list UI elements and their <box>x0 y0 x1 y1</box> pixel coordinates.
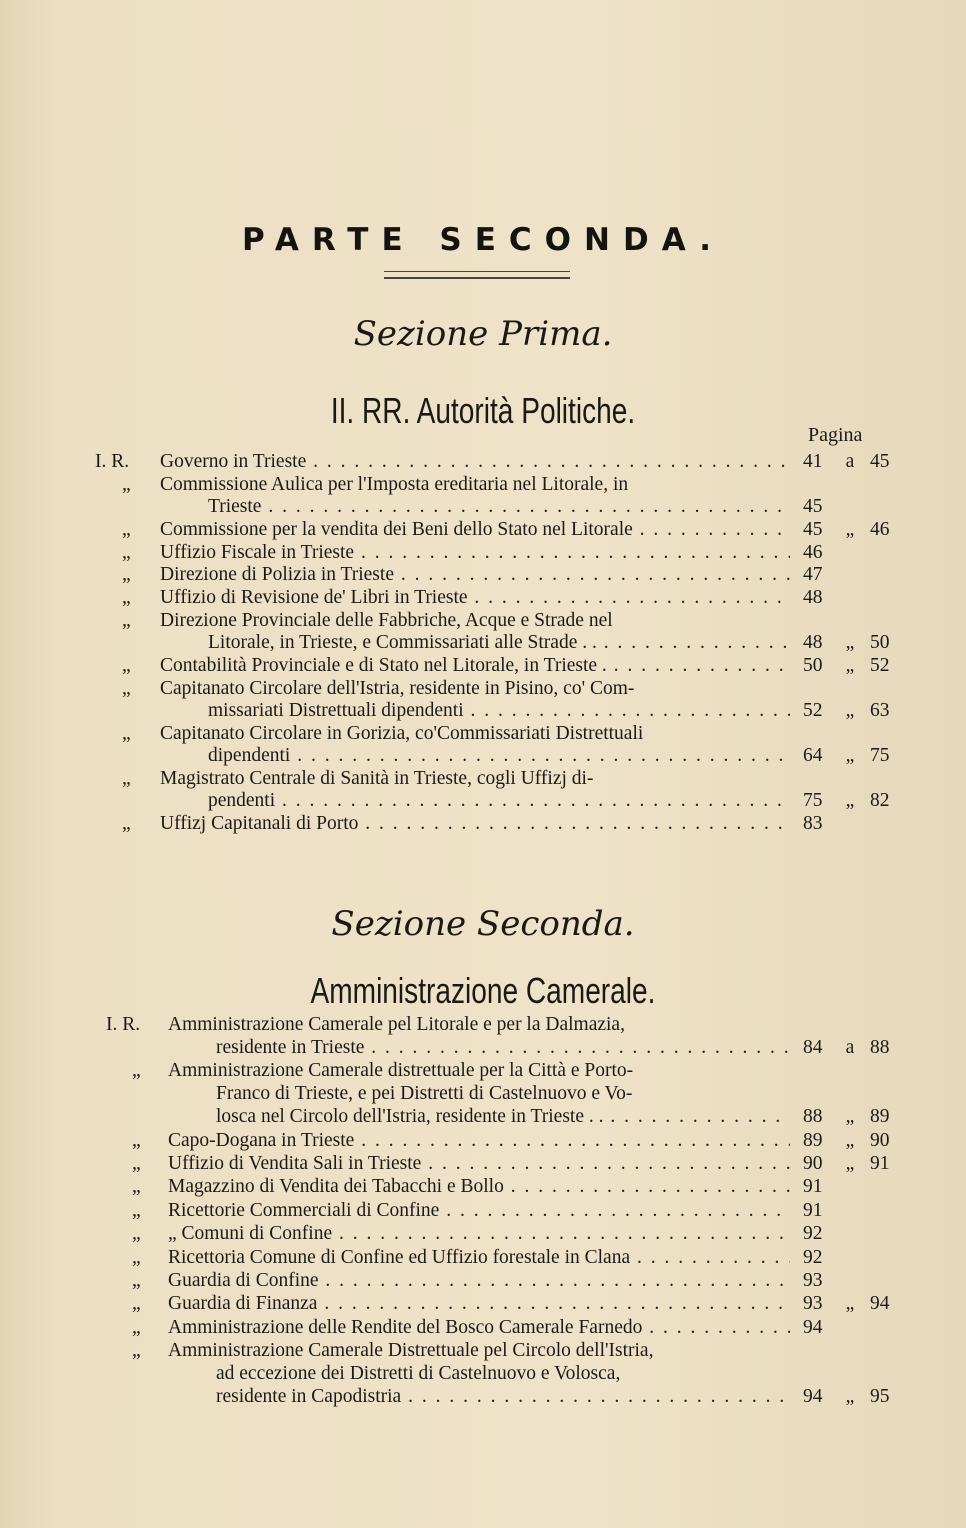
entry-title: Uffizj Capitanali di Porto . . . <box>160 813 790 835</box>
section2-title: Sezione Seconda. <box>331 904 635 944</box>
page-start: 64 <box>803 745 823 766</box>
entry-prefix: „ <box>122 518 131 540</box>
page-end: 95 <box>870 1385 890 1407</box>
entry-title: Uffizio di Revisione de' Libri in Trieste . . . <box>160 587 790 609</box>
entry-prefix: „ <box>122 473 131 495</box>
page-start: 92 <box>803 1246 823 1268</box>
page-start: 89 <box>803 1129 823 1151</box>
page-end: 63 <box>870 700 890 721</box>
entry-prefix: „ <box>132 1199 141 1221</box>
entry-prefix: „ <box>132 1293 141 1315</box>
page-start: 50 <box>803 655 823 676</box>
page-range-connector: a <box>845 451 855 472</box>
entry-prefix: „ <box>122 655 131 676</box>
page-end: 75 <box>870 745 890 766</box>
entry-title: losca nel Circolo dell'Istria, residente in Trieste . . . . . <box>216 1106 790 1128</box>
pagina-label: Pagina <box>808 424 863 446</box>
page-start: 94 <box>803 1385 823 1407</box>
entry-title: Capitanato Circolare in Gorizia, co'Commissariati Distrettuali <box>160 722 644 744</box>
entry-prefix: „ <box>122 677 131 699</box>
entry-title: Amministrazione delle Rendite del Bosco Camerale Farnedo . . . <box>168 1317 790 1339</box>
entry-title: Litorale, in Trieste, e Commissariati alle Strade . . . . . <box>208 632 790 654</box>
entry-title: missariati Distrettuali dipendenti . . . <box>208 700 790 722</box>
page-range-connector: a <box>845 1036 855 1058</box>
entry-prefix: „ <box>132 1316 141 1338</box>
page-end: 91 <box>870 1152 890 1174</box>
page-end: 50 <box>870 632 890 654</box>
entry-title: „ Comuni di Confine . . . <box>168 1223 790 1245</box>
entry-title: Contabilità Provinciale e di Stato nel Litorale, in Trieste . . . . <box>160 655 790 677</box>
page-start: 93 <box>803 1269 823 1291</box>
page-range-connector: „ <box>845 1106 855 1128</box>
page-end: 45 <box>870 451 890 472</box>
page-start: 45 <box>803 496 823 517</box>
page-start: 48 <box>803 587 823 609</box>
entry-title: Ricettoria Comune di Confine ed Uffizio forestale in Clana . . . <box>168 1247 790 1269</box>
entry-title: dipendenti . . . <box>208 745 790 767</box>
entry-prefix: I. R. <box>106 1014 141 1035</box>
entry-prefix: „ <box>132 1246 141 1268</box>
page-start: 84 <box>803 1036 823 1058</box>
entry-title: Trieste . . . <box>208 496 790 518</box>
entry-title: Commissione per la vendita dei Beni dello Stato nel Litorale . . . <box>160 519 790 541</box>
page-start: 46 <box>803 541 823 563</box>
entry-prefix: „ <box>132 1129 141 1151</box>
page-range-connector: „ <box>845 790 855 811</box>
entry-prefix: „ <box>122 722 131 744</box>
entry-prefix: „ <box>122 767 131 789</box>
entry-prefix: „ <box>122 541 131 563</box>
page-start: 45 <box>803 518 823 540</box>
page-range-connector: „ <box>845 632 855 654</box>
entry-prefix: I. R. <box>95 451 130 472</box>
section2-heading: Amministrazione Camerale. <box>310 970 656 1011</box>
section1-title: Sezione Prima. <box>353 314 613 354</box>
part-title: PARTE SECONDA. <box>241 222 725 258</box>
page-range-connector: „ <box>845 518 855 540</box>
page-start: 47 <box>803 564 823 586</box>
entry-title: Direzione Provinciale delle Fabbriche, Acque e Strade nel <box>160 610 613 631</box>
entry-title: Guardia di Confine . . . <box>168 1270 790 1292</box>
page-range-connector: „ <box>845 1385 855 1407</box>
page-start: 91 <box>803 1199 823 1221</box>
page-range-connector: „ <box>845 1293 855 1315</box>
page-start: 92 <box>803 1223 823 1245</box>
page-start: 88 <box>803 1106 823 1128</box>
page-start: 94 <box>803 1316 823 1338</box>
entry-prefix: „ <box>132 1152 141 1174</box>
page-start: 93 <box>803 1293 823 1315</box>
page-start: 41 <box>803 451 823 472</box>
entry-prefix: „ <box>122 587 131 609</box>
entry-title: Governo in Trieste . . . <box>160 451 790 473</box>
page-end: 46 <box>870 518 890 540</box>
page-start: 90 <box>803 1152 823 1174</box>
page-end: 89 <box>870 1106 890 1128</box>
entry-title: Franco di Trieste, e pei Distretti di Castelnuovo e Vo- <box>216 1083 633 1105</box>
entry-prefix: „ <box>122 812 131 834</box>
page-range-connector: „ <box>845 700 855 721</box>
page-end: 88 <box>870 1036 890 1058</box>
entry-prefix: „ <box>122 610 131 631</box>
entry-title: residente in Capodistria . . . <box>216 1386 790 1408</box>
entry-title: Direzione di Polizia in Trieste . . . <box>160 564 790 586</box>
page-range-connector: „ <box>845 1152 855 1174</box>
entry-title: pendenti . . . <box>208 790 790 812</box>
entry-title: Commissione Aulica per l'Imposta ereditaria nel Litorale, in <box>160 473 629 495</box>
entry-title: ad eccezione dei Distretti di Castelnuovo e Volosca, <box>216 1363 621 1384</box>
entry-title: Capo-Dogana in Trieste . . . <box>168 1130 790 1152</box>
page-end: 52 <box>870 655 890 676</box>
entry-title: Uffizio Fiscale in Trieste . . . <box>160 542 790 564</box>
page-end: 82 <box>870 790 890 811</box>
page-start: 91 <box>803 1176 823 1198</box>
page-range-connector: „ <box>845 655 855 676</box>
entry-title: Capitanato Circolare dell'Istria, residente in Pisino, co' Com- <box>160 677 635 699</box>
page-start: 52 <box>803 700 823 721</box>
page-end: 94 <box>870 1293 890 1315</box>
title-rule <box>384 271 570 279</box>
page-range-connector: „ <box>845 1129 855 1151</box>
entry-title: Amministrazione Camerale Distrettuale pel Circolo dell'Istria, <box>168 1340 654 1362</box>
entry-title: Magistrato Centrale di Sanità in Trieste, cogli Uffizj di- <box>160 767 594 789</box>
page-start: 48 <box>803 632 823 654</box>
entry-prefix: „ <box>132 1176 141 1198</box>
entry-prefix: „ <box>132 1269 141 1291</box>
entry-title: Amministrazione Camerale distrettuale per la Città e Porto- <box>168 1060 634 1082</box>
entry-title: Uffizio di Vendita Sali in Trieste . . . <box>168 1153 790 1175</box>
page-end: 90 <box>870 1129 890 1151</box>
entry-title: Magazzino di Vendita dei Tabacchi e Bollo . . . <box>168 1176 790 1198</box>
section1-heading: II. RR. Autorità Politiche. <box>330 390 636 431</box>
entry-title: residente in Trieste . . . <box>216 1037 790 1059</box>
entry-prefix: „ <box>132 1223 141 1245</box>
page-range-connector: „ <box>845 745 855 766</box>
entry-title: Amministrazione Camerale pel Litorale e per la Dalmazia, <box>168 1014 625 1035</box>
entry-title: Ricettorie Commerciali di Confine . . . <box>168 1200 790 1222</box>
entry-title: Guardia di Finanza . . . <box>168 1293 790 1315</box>
page-start: 75 <box>803 790 823 811</box>
entry-prefix: „ <box>132 1060 141 1082</box>
page-start: 83 <box>803 812 823 834</box>
entry-prefix: „ <box>132 1340 141 1362</box>
entry-prefix: „ <box>122 564 131 586</box>
